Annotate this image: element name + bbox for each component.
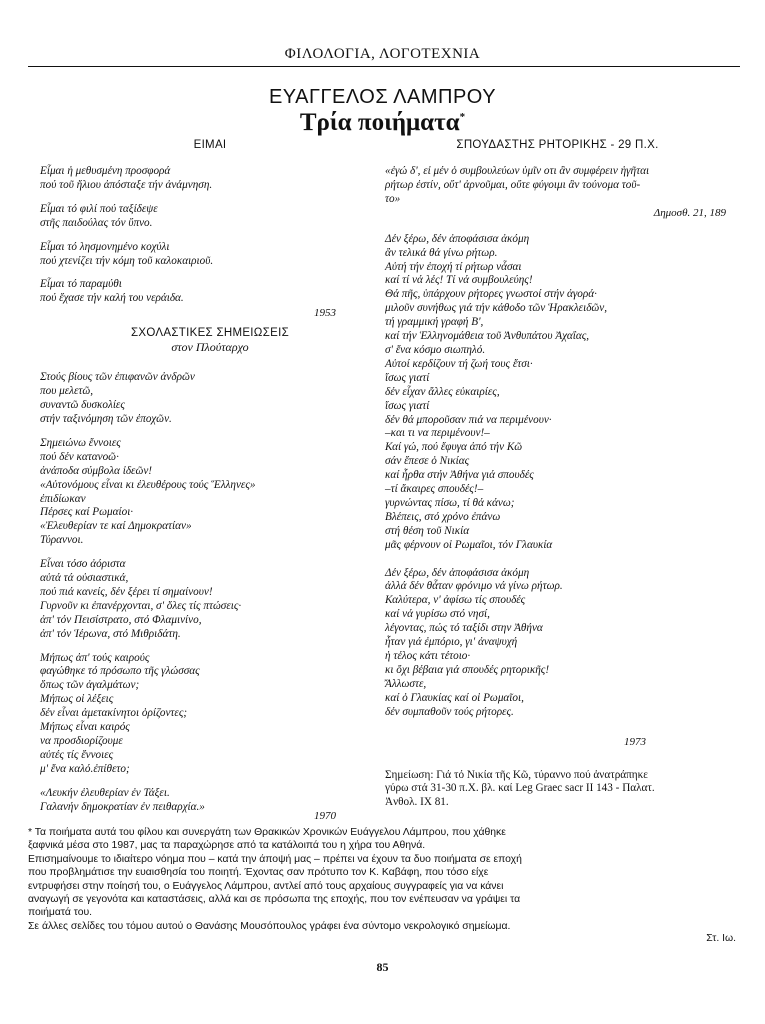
verse-line: στῆς παιδούλας τόν ὕπνο. — [40, 216, 153, 229]
left-column — [40, 139, 380, 822]
verse-line: σάν ἔπεσε ὁ Νικίας — [385, 455, 470, 468]
verse-line: Τύραννοι. — [40, 534, 84, 547]
verse-line: πού τοῦ ἥλιου ἀπόσταξε τήν ἀνάμνηση. — [40, 178, 213, 191]
footnote-line: Σε άλλες σελίδες του τόμου αυτού ο Θανάσης Μουσόπουλος γράφει ένα σύντομο νεκρολογικό σημείωμα. — [28, 920, 511, 932]
verse-line: να προσδιορίζουμε — [40, 735, 123, 747]
poem3-title: ΣΠΟΥΔΑΣΤΗΣ ΡΗΤΟΡΙΚΗΣ - 29 Π.Χ. — [456, 139, 659, 151]
poem2-year: 1970 — [314, 809, 336, 822]
article-title — [0, 109, 765, 137]
verse-line: καί νά γυρίσω στό νησί, — [385, 608, 490, 621]
verse-line: αὐτές τίς ἔννοιες — [40, 748, 114, 761]
verse-line: Δέν ξέρω, δέν ἀποφάσισα ἀκόμη — [385, 566, 530, 579]
verse-line: Στούς βίους τῶν ἐπιφανῶν ἀνδρῶν — [40, 371, 195, 384]
verse-line: φαγώθηκε τό πρόσωπο τῆς γλώσσας — [40, 665, 200, 678]
verse-line: μ' ἕνα καλό.ἐπίθετο; — [40, 762, 130, 775]
poem1-stanza — [40, 241, 380, 269]
verse-line: ἡ τέλος κάτι τέτοιο· — [385, 650, 471, 662]
verse-line: συναντῶ δυσκολίες — [40, 399, 125, 412]
verse-line: πού χτενίζει τήν κόμη τοῦ καλοκαιριοῦ. — [40, 254, 214, 267]
verse-line: σ' ἕνα κόσμο σιωπηλό. — [385, 343, 486, 356]
verse-line: –τί ἄκαιρες σπουδές!– — [385, 483, 484, 496]
title-text: Τρία ποιήματα — [299, 109, 460, 136]
epigraph-line: ρήτωρ ἐστίν, οὔτ' ἀρνοῦμαι, οὔτε φύγοιμι ἂν τούνομα τοῦ- — [385, 178, 641, 191]
verse-line: Θά πῆς, ὑπάρχουν ρήτορες γνωστοί στήν ἀγορά· — [385, 288, 597, 301]
title-footnote-mark: * — [459, 111, 466, 123]
verse-line: πού ἔχασε τήν καλή του νεράιδα. — [40, 292, 184, 305]
footnote-line: αναγωγή σε γεγονότα και καταστάσεις, αλλά και σε πρόσωπα της εποχής, που τον ενέπευσαν να γράψει τα — [28, 894, 521, 906]
poem2-stanza — [40, 437, 380, 548]
verse-line: κι ὄχι βέβαια γιά σπουδές ρητορικῆς! — [385, 663, 550, 676]
verse-line: Δέν ξέρω, δέν ἀποφάσισα ἀκόμη — [385, 232, 530, 245]
verse-line: Αὐτή τήν ἐποχή τί ρήτωρ νἆσαι — [385, 260, 522, 273]
verse-line: Εἶμαι ἡ μεθυσμένη προσφορά — [40, 165, 171, 177]
verse-line: λέγοντας, πώς τό ταξίδι στην Ἀθήνα — [385, 622, 543, 635]
verse-line: μᾶς φέρνουν οἱ Ρωμαῖοι, τόν Γλαυκία — [385, 538, 553, 551]
verse-line: δέν συμπαθοῦν τούς ρήτορες. — [385, 705, 514, 718]
verse-line: τή γραμμική γραφή Β', — [385, 316, 484, 329]
poem3-stanza — [385, 233, 730, 553]
note-line: γύρω στά 31-30 π.Χ. βλ. καί Leg Graec sacr II 143 - Παλατ. — [385, 782, 655, 795]
verse-line: Μήπως οἱ λέξεις — [40, 693, 114, 706]
verse-line: μιλοῦν συνήθως γιά τήν κάθοδο τῶν Ἡρακλειδῶν, — [385, 302, 608, 315]
verse-line: Εἶμαι τό λησμονημένο κοχύλι — [40, 240, 170, 253]
footnote-line: Επισημαίνουμε το ιδιαίτερο νόημα που – κατά την άποψή μας – πρέπει να έχουν τα δυο ποιήματα σε εποχή — [28, 853, 522, 865]
note-line: Σημείωση: Γιά τό Νικία τῆς Κῶ, τύραννο πού ἀνατράπηκε — [385, 768, 648, 781]
verse-line: Καλύτερα, ν' ἀφίσω τίς σπουδές — [385, 594, 526, 607]
verse-line: ἀλλά δέν θἆταν φρόνιμο νά γίνω ρήτωρ. — [385, 580, 563, 593]
journal-section-header: ΦΙΛΟΛΟΓΙΑ, ΛΟΓΟΤΕΧΝΙΑ — [284, 46, 481, 62]
verse-line: Πέρσες καί Ρωμαίοι· — [40, 506, 134, 519]
verse-line: ἐπιδίωκαν — [40, 492, 86, 505]
verse-line: Σημειώνω ἔννοιες — [40, 436, 121, 449]
verse-line: Ἄλλωστε, — [385, 677, 427, 690]
poem2-stanza — [40, 558, 380, 641]
poem3-year: 1973 — [624, 735, 646, 748]
verse-line: «Ἐλευθερίαν τε καί Δημοκρατίαν» — [40, 520, 192, 533]
poem2-title: ΣΧΟΛΑΣΤΙΚΕΣ ΣΗΜΕΙΩΣΕΙΣ — [131, 327, 289, 340]
footnote-line: ποιήματά του. — [28, 907, 93, 919]
poem2-stanza — [40, 371, 380, 427]
footnote-line: ξαφνικά μέσα στο 1987, μας τα παραχώρησε από τα κατάλοιπά του η χήρα του Αθηνά. — [28, 840, 426, 852]
author-name: ΕΥΑΓΓΕΛΟΣ ΛΑΜΠΡΟΥ — [268, 86, 497, 108]
poem1-title: ΕΙΜΑΙ — [193, 139, 227, 151]
verse-line: Εἶναι τόσο ἀόριστα — [40, 558, 126, 571]
verse-line: δέν εἶχαν ἄλλες εὐκαιρίες, — [385, 385, 500, 398]
verse-line: ἂν τελικά θά γίνω ρήτωρ. — [385, 246, 498, 259]
verse-line: Εἶμαι τό φιλί πού ταξίδεψε — [40, 202, 158, 215]
verse-line: Γαλανήν δημοκρατίαν ἐν πειθαρχία.» — [40, 800, 205, 813]
verse-line: ὅπως τῶν ἀγαλμάτων; — [40, 679, 140, 692]
verse-line: αὐτά τά οὐσιαστικά, — [40, 572, 129, 585]
verse-line: Αὐτοί κερδίζουν τή ζωή τους ἔτσι· — [385, 357, 533, 370]
footnote-line: που προβλημάτισε την ευαισθησία του ποιητή. Έχοντας σαν πρότυπο τον Κ. Καβάφη, που τόσο είχε — [28, 867, 489, 879]
right-column — [385, 139, 730, 810]
verse-line: –και τι να περιμένουν!– — [385, 427, 490, 440]
verse-line: πού πιά κανείς, δέν ξέρει τί σημαίνουν! — [40, 585, 213, 598]
poem1-stanza — [40, 278, 380, 306]
verse-line: ἀπ' τόν Ἱέρωνα, στό Μιθριδάτη. — [40, 627, 181, 640]
footnote-signature: Στ. Ιω. — [706, 933, 736, 944]
poem1-stanza — [40, 165, 380, 193]
poem2-dedication: στον Πλούταρχο — [171, 340, 249, 355]
verse-line: καί ἦρθα στήν Ἀθήνα γιά σπουδές — [385, 469, 534, 482]
editorial-footnote — [28, 826, 740, 933]
poem1-year: 1953 — [314, 307, 336, 320]
verse-line: ἴσως γιατί — [385, 399, 430, 412]
verse-line: καί τί νά λές! Τί νά συμβουλεύης! — [385, 274, 533, 287]
verse-line: ἦταν γιά ἐμπόριο, γι' ἀναψυχή — [385, 636, 518, 649]
verse-line: που μελετῶ, — [40, 385, 94, 398]
poem2-stanza — [40, 652, 380, 777]
verse-line: ἴσως γιατί — [385, 371, 430, 384]
epigraph-citation: Δημοσθ. 21, 189 — [653, 206, 726, 219]
verse-line: Γυρνοῦν κι ἐπανέρχονται, σ' ὅλες τίς πτώσεις· — [40, 599, 242, 612]
verse-line: καί ὁ Γλαυκίας καί οἱ Ρωμαῖοι, — [385, 691, 524, 704]
verse-line: δέν εἶναι ἀμετακίνητοι ὁρίζοντες; — [40, 707, 188, 720]
verse-line: στή θέση τοῦ Νικία — [385, 524, 470, 537]
footnote-line: εντρυφήσει στην ποίησή του, ο Ευάγγελος Λάμπρου, αντλεί από τους αρχαίους συγγραφείς για να κάνει — [28, 880, 504, 892]
epigraph-line: το» — [385, 192, 401, 205]
footnote-line: * Τα ποιήματα αυτά του φίλου και συνεργάτη των Θρακικών Χρονικών Ευάγγελου Λάμπρου, που χάθηκε — [28, 827, 506, 838]
verse-line: «Αὐτονόμους εἶναι κι ἐλευθέρους τούς Ἕλληνες» — [40, 478, 256, 491]
page-number: 85 — [376, 960, 389, 974]
header-rule — [28, 66, 740, 67]
verse-line: ἀνάποδα σύμβολα ἰδεῶν! — [40, 464, 153, 477]
verse-line: Μήπως εἶναι καιρός — [40, 721, 130, 734]
verse-line: πού δέν κατανοῶ· — [40, 450, 119, 463]
note-line: Ἀνθολ. IX 81. — [385, 796, 449, 809]
verse-line: Μήπως ἀπ' τούς καιρούς — [40, 651, 150, 664]
verse-line: Εἶμαι τό παραμύθι — [40, 278, 122, 291]
verse-line: δέν θά μποροῦσαν πιά να περιμένουν· — [385, 413, 552, 426]
poem1-stanza — [40, 203, 380, 231]
verse-line: Καί γώ, πού ἔφυγα ἀπό τήν Κῶ — [385, 441, 523, 454]
epigraph-line: «ἐγώ δ', εἰ μέν ὁ συμβουλεύων ὑμῖν οτι ἂν συμφέρειν ἡγῆται — [385, 165, 650, 177]
poem3-epigraph — [385, 165, 730, 207]
poem3-note — [385, 769, 730, 811]
verse-line: στήν ταξινόμηση τῶν ἐποχῶν. — [40, 412, 172, 425]
verse-line: καί τήν Ἑλληνομάθεια τοῦ Ἀνθυπάτου Ἀχαΐας, — [385, 330, 590, 343]
poem3-stanza — [385, 567, 730, 720]
verse-line: ἀπ' τόν Πεισίστρατο, στό Φλαμινίνο, — [40, 613, 202, 626]
verse-line: Βλέπεις, στό χρόνο ἐπάνω — [385, 510, 501, 523]
verse-line: γυρνώντας πίσω, τί θά κάνω; — [385, 496, 515, 509]
verse-line: «Λευκήν ἐλευθερίαν ἐν Τάξει. — [40, 786, 170, 799]
